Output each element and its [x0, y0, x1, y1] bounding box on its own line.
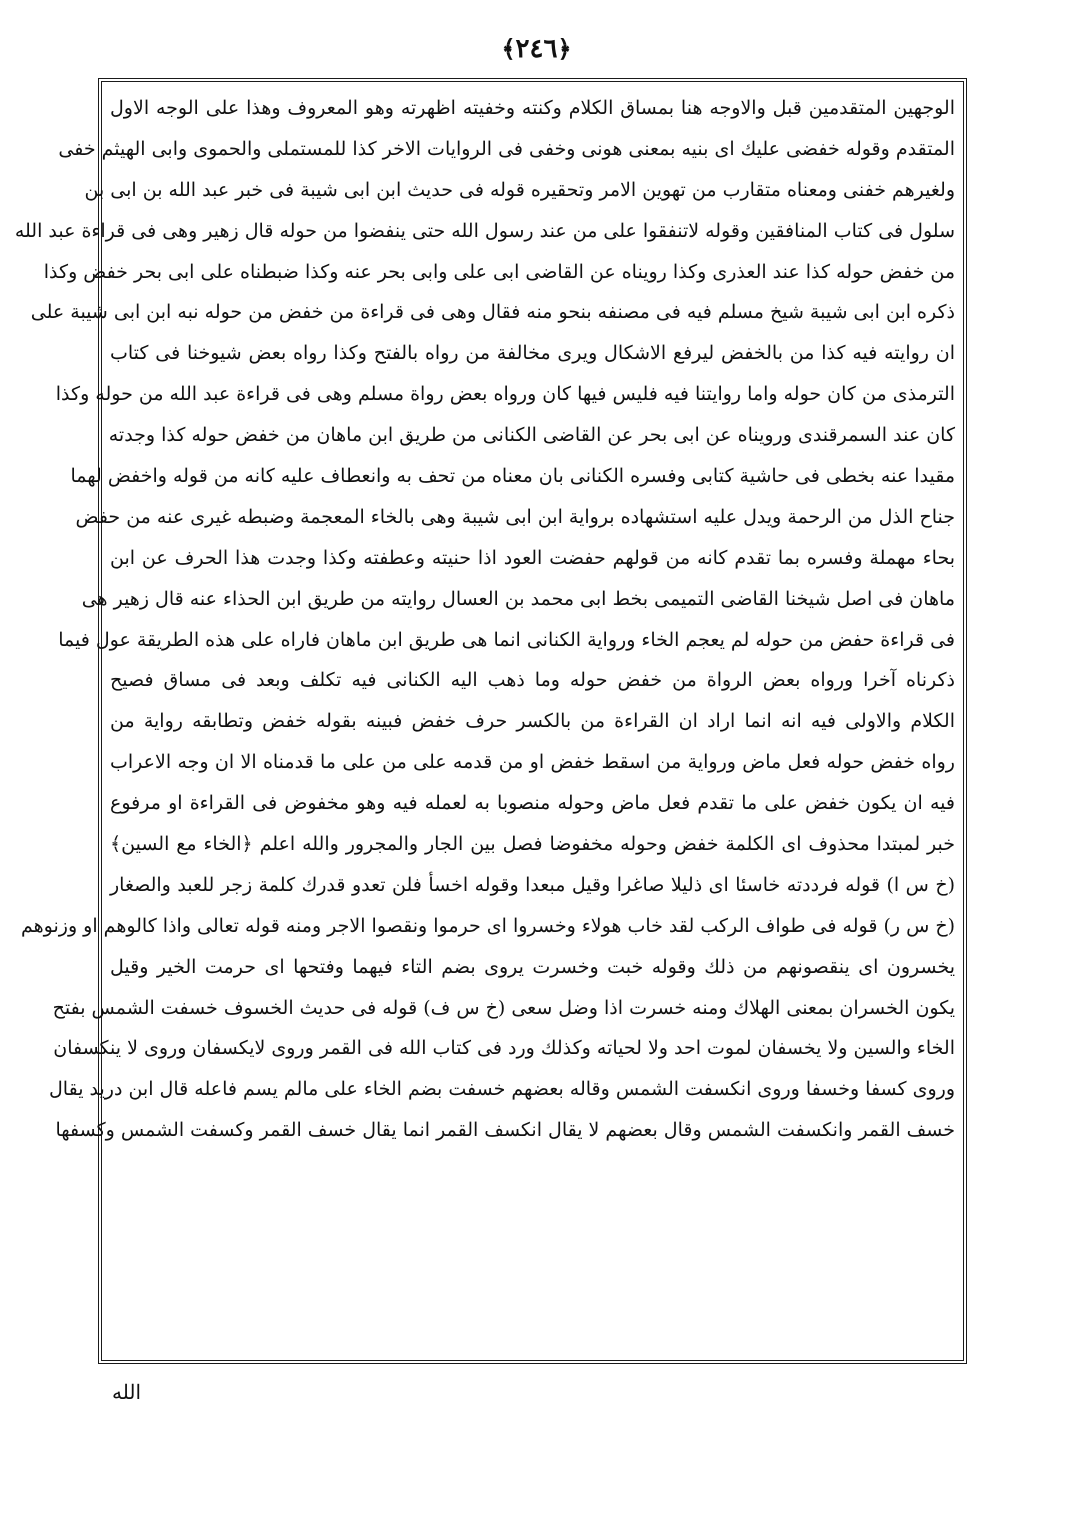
text-line: ماهان فى اصل شيخنا القاضى التميمى بخط ابى محمد بن العسال روايته من طريق ابن الحذاء عنه قال زهير هى [81, 587, 955, 610]
text-line: فى قراءة حفض من حوله لم يعجم الخاء ورواية الكنانى انما هى طريق ابن ماهان فاراه على هذه الطريقة عول فيما [58, 628, 955, 651]
text-line: بحاء مهملة وفسره بما تقدم كانه من قولهم حفضت العود اذا حنيته وعطفته وكذا وجدت هذا الحرف عن ابن [110, 546, 955, 569]
text-line: (خ س ا) قوله فرددته خاسئا اى ذليلا صاغرا وقيل مبعدا وقوله اخسأ فلن تعدو قدرك كلمة زجر للعبد والصغار [110, 873, 955, 896]
text-line: ولغيرهم خفنى ومعناه متقارب من تهوين الامر وتحقيره قوله فى حديث ابن ابى شيبة فى خبر عبد الله بن ابى بن [84, 178, 955, 201]
page-number-value: ٢٤٦ [515, 34, 558, 64]
text-line: الخاء والسين ولا يخسفان لموت احد ولا لحياته وكذلك ورد فى كتاب الله فى القمر وروى لايكسفان وروى لا ينكسفان [53, 1037, 955, 1060]
text-line: يخسرون اى ينقصونهم من ذلك وقوله خبت وخسرت يروى بضم التاء فيهما وفتحها اى حرمت الخير وقيل [110, 955, 955, 978]
text-line: المتقدم وقوله خفضى عليك اى بنيه بمعنى هونى وخفى فى الروايات الاخر كذا للمستملى والحموى وابى الهيثم خفى [58, 137, 955, 160]
catchword: الله [112, 1380, 141, 1404]
text-line: ذكرناه آخرا ورواه بعض الرواة من خفض حوله وما ذهب اليه الكنانى فيه تكلف وبعد فى مساق فصيح [110, 669, 955, 692]
main-text-block [14, 88, 955, 1151]
text-line: وروى كسفا وخسفا وروى انكسفت الشمس وقاله بعضهم خسفت بضم الخاء على مالم يسم فاعله قال ابن دريد يقال [49, 1078, 955, 1101]
text-line: كان عند السمرقندى ورويناه عن ابى بحر عن القاضى الكنانى من طريق ابن ماهان من خفض حوله كذا وجدته [108, 424, 955, 447]
text-line: الوجهين المتقدمين قبل والاوجه هنا بمساق الكلام وكنته وخفيته اظهرته وهو المعروف وهذا على الوجه الاول [110, 97, 955, 119]
text-line: رواه خفض حوله فعل ماض ورواية من اسقط خفض او من قدمه على من على ما قدمناه الا ان وجه الاعراب [110, 751, 955, 774]
page-number-open-brace: ﴿ [557, 34, 572, 63]
text-line: الكلام والاولى فيه انه انما اراد ان القراءة من بالكسر حرف خفض فبينه بقوله خفض وتطابقه رواية من [110, 710, 955, 733]
text-line: ذكره ابن ابى شيبة شيخ مسلم فيه فى مصنفه بنحو منه فقال وهى فى قراءة من خفض من حوله نبه ابن ابى شيبة على [30, 301, 955, 324]
text-line: يكون الخسران بمعنى الهلاك ومنه خسرت اذا وضل سعى (خ س ف) قوله فى حديث الخسوف خسفت الشمس بفتح [52, 996, 955, 1019]
text-line: من خفض حوله كذا عند العذرى وكذا رويناه عن القاضى ابى على وابى بحر عنه وكذا ضبطناه على ابى بحر خفض وكذا [43, 260, 955, 283]
text-line: مقيدا عنه بخطى فى حاشية كتابى وفسره الكنانى بان معناه من تحف به وانعطاف عليه كانه من قوله واخفض لهما [70, 465, 955, 488]
text-line: سلول فى كتاب المنافقين وقوله لاتنفقوا على من عند رسول الله حتى ينفضوا من حوله قال زهير وهى فى قراءة عبد الله [14, 219, 955, 242]
page-number [0, 34, 1073, 64]
page-number-close-brace: ﴾ [501, 34, 516, 63]
text-line: خبر لمبتدا محذوف اى الكلمة خفض وحوله مخفوضا فصل بين الجار والمجرور والله اعلم ﴿الخاء مع السين﴾ [110, 833, 955, 856]
text-line: ان روايته فيه كذا من بالخفض ليرفع الاشكال ويرى مخالفة من رواه بالفتح وكذا رواه بعض شيوخنا فى كتاب [110, 342, 955, 365]
text-line: (خ س ر) قوله فى طواف الركب لقد خاب هولاء وخسروا اى حرموا ونقصوا الاجر ومنه قوله تعالى واذا كالوهم او وزنوهم [21, 914, 955, 937]
text-line: خسف القمر وانكسفت الشمس وقال بعضهم لا يقال انكسف القمر انما يقال خسف القمر وكسفت الشمس وكسفها [55, 1119, 955, 1142]
text-line: فيه ان يكون خفض على ما تقدم فعل ماض وحوله منصوبا به لعمله فيه وهو مخفوض فى القراءة او مرفوع [110, 792, 955, 815]
text-line: جناح الذل من الرحمة ويدل عليه استشهاده برواية ابن ابى شيبة وهى بالخاء المعجمة وضبطه غيرى عنه من حفض [75, 505, 955, 528]
text-line: الترمذى من كان حوله واما روايتنا فيه فليس فيها كان ورواه بعض رواة مسلم وهى فى قراءة عبد الله من حوله وكذا [55, 383, 955, 406]
